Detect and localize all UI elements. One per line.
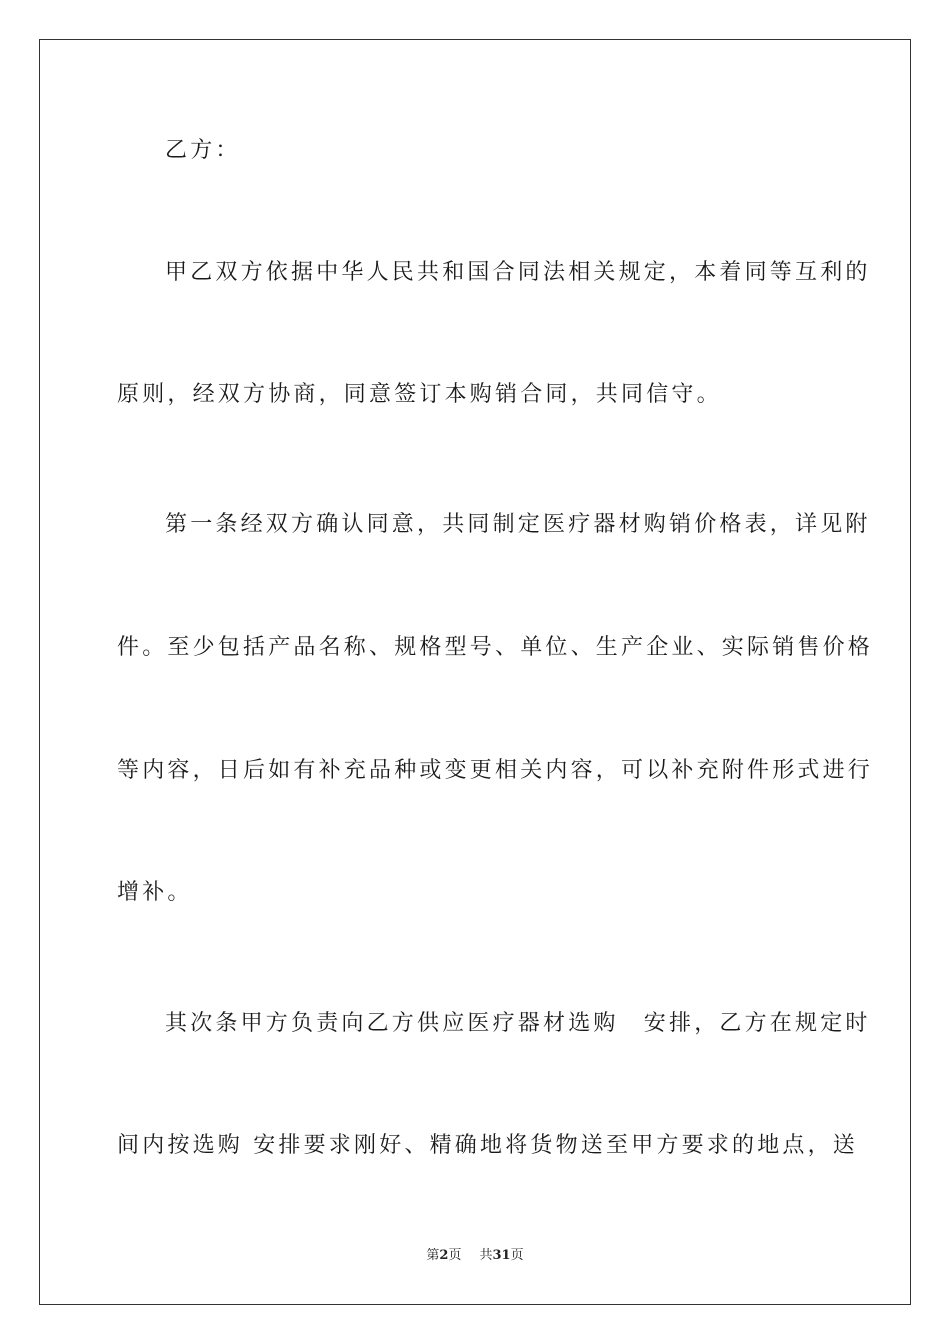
page-prefix: 第: [426, 1248, 440, 1263]
total-prefix: 共: [479, 1248, 493, 1263]
page-border: [39, 39, 911, 1305]
paragraph-line: 第一条经双方确认同意，共同制定医疗器材购销价格表，详见附: [165, 512, 871, 537]
paragraph-line: 原则，经双方协商，同意签订本购销合同，共同信守。: [117, 382, 722, 407]
page-footer: [0, 1246, 950, 1266]
paragraph-line: 等内容，日后如有补充品种或变更相关内容，可以补充附件形式进行: [117, 758, 874, 783]
total-suffix: 页: [510, 1248, 524, 1263]
paragraph-line: 甲乙双方依据中华人民共和国合同法相关规定，本着同等互利的: [165, 260, 871, 285]
total-pages: 31: [492, 1248, 511, 1263]
page-suffix: 页: [448, 1248, 462, 1263]
paragraph-line: 其次条甲方负责向乙方供应医疗器材选购 安排，乙方在规定时: [165, 1011, 871, 1036]
page-number: 2: [439, 1248, 449, 1263]
paragraph-line: 增补。: [117, 880, 193, 905]
party-b-label: 乙方：: [165, 138, 241, 163]
paragraph-line: 件。至少包括产品名称、规格型号、单位、生产企业、实际销售价格: [117, 635, 874, 660]
paragraph-line: 间内按选购 安排要求刚好、精确地将货物送至甲方要求的地点，送: [117, 1133, 858, 1158]
